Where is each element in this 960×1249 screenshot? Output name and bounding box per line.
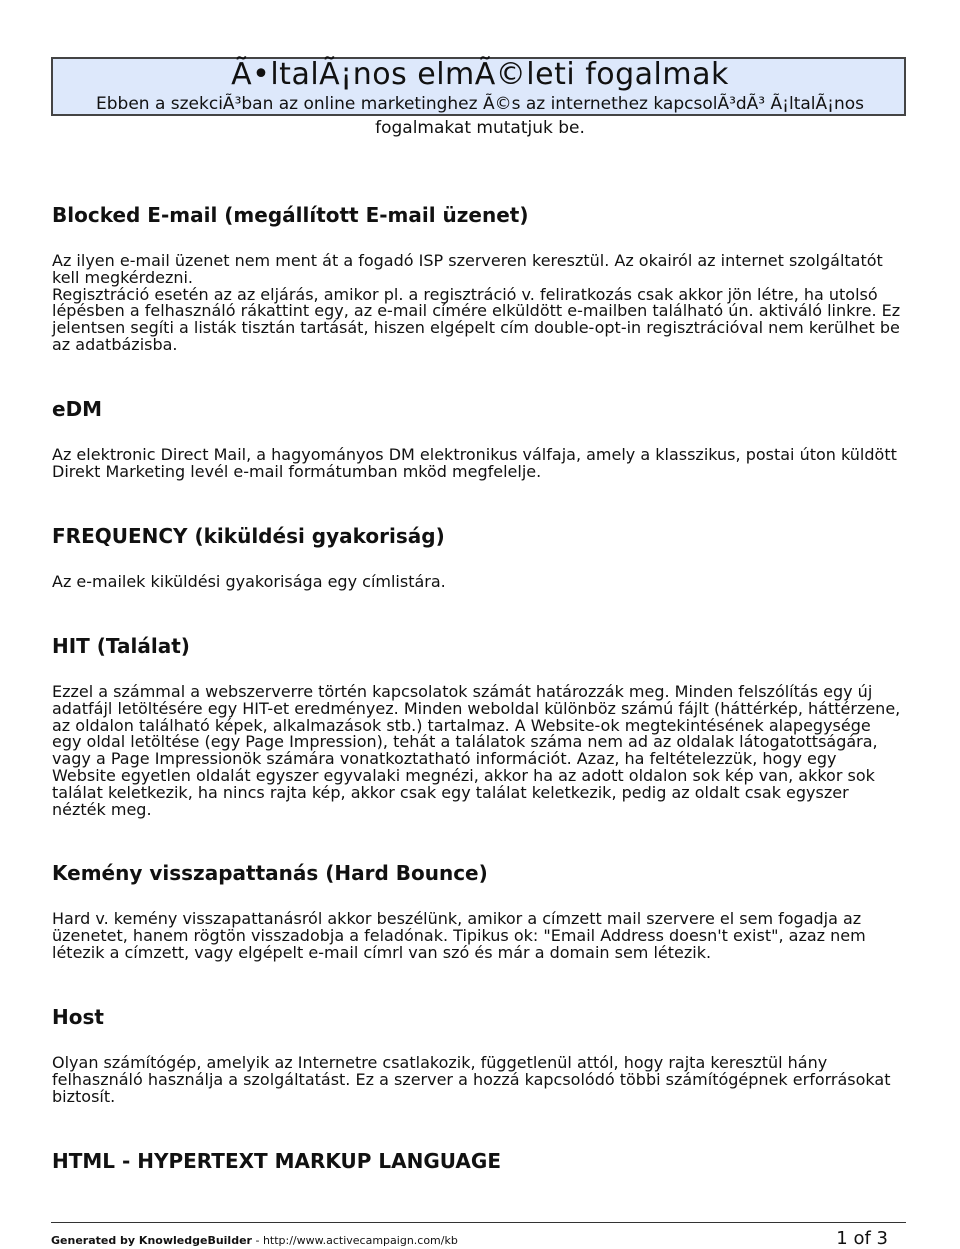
entry-host (52, 1005, 902, 1105)
page-number: 1 of 3 (836, 1228, 888, 1249)
entry-blocked-email (52, 203, 902, 354)
entry-hit (52, 634, 902, 818)
footer-generator-label: Generated by KnowledgeBuilder (51, 1234, 252, 1247)
entry-paragraph: Az e-mailek kiküldési gyakorisága egy címlistára. (52, 572, 446, 591)
page-subtitle: Ebben a szekciÃ³ban az online marketinghez Ã©s az internethez kapcsolÃ³dÃ³ Ã¡ltalÃ¡nos fogalmakat mutatjuk be. (96, 94, 864, 138)
footer-separator: - (251, 1234, 263, 1247)
footer-rule (51, 1222, 906, 1223)
footer-url-link[interactable]: http://www.activecampaign.com/kb (262, 1234, 458, 1247)
entry-paragraph: Olyan számítógép, amelyik az Internetre csatlakozik, függetlenül attól, hogy rajta keresztül hány felhasználó használja a szolgáltatást. Ez a szerver a hozzá kapcsolódó többi számítógépnek erforrásokat biztosít. (52, 1053, 891, 1106)
entry-heading: HIT (Találat) (52, 634, 190, 658)
footer-generated-by (51, 1234, 458, 1248)
entry-heading: HTML - HYPERTEXT MARKUP LANGUAGE (52, 1149, 501, 1173)
entry-paragraph: Az ilyen e-mail üzenet nem ment át a fogadó ISP szerveren keresztül. Az okairól az internet szolgáltatót kell megkérdezni. (52, 251, 883, 287)
entry-paragraph: Hard v. kemény visszapattanásról akkor beszélünk, amikor a címzett mail szervere el sem fogadja az üzenetet, hanem rögtön visszadobja a feladónak. Tipikus ok: "Email Address doesn't exist", azaz nem létezik a címzett, vagy elgépelt e-mail címrl van szó és már a domain sem létezik. (52, 909, 866, 962)
entry-frequency (52, 524, 902, 591)
entry-paragraph: Regisztráció esetén az az eljárás, amikor pl. a regisztráció v. feliratkozás csak akkor jön létre, ha utolsó lépésben a felhasználó rákattint egy, az e-mail címére elküldött e-mailben található ún. aktiváló linkre. Ez jelentsen segíti a listák tisztán tartását, hiszen elgépelt cím double-opt-in regisztrációval nem kerülhet be az adatbázisba. (52, 284, 901, 354)
page-title: Ã•ltalÃ¡nos elmÃ©leti fogalmak (231, 57, 729, 92)
entry-html (52, 1149, 902, 1173)
entry-paragraph: Ezzel a számmal a webszerverre történ kapcsolatok számát határozzák meg. Minden felszólítás egy új adatfájl letöltésére egy HIT-et eredményez. Minden weboldal különböz számú fájlt (háttérkép, háttérzene, az oldalon található képek, alkalmazások stb.) tartalmaz. A Website-ok megtekintésének alapegysége egy oldal letöltése (egy Page Impression), tehát a találatok száma nem ad az oldalak látogatottságára, vagy a Page Impressionök számára vonatkoztatható információt. Azaz, ha feltételezzük, hogy egy Website egyetlen oldalát egyszer egyvalaki megnézi, akkor ha az adott oldalon sok kép van, akkor sok találat keletkezik, ha nincs rajta kép, akkor csak egy találat keletkezik, pedig az oldalt csak egyszer nézték meg. (52, 682, 901, 819)
entry-heading: FREQUENCY (kiküldési gyakoriság) (52, 524, 445, 548)
entry-heading: Blocked E-mail (megállított E-mail üzenet) (52, 203, 529, 227)
entry-heading: eDM (52, 397, 103, 421)
entry-heading: Host (52, 1005, 104, 1029)
entry-heading: Kemény visszapattanás (Hard Bounce) (52, 861, 488, 885)
entry-edm (52, 397, 902, 481)
entry-paragraph: Az elektronic Direct Mail, a hagyományos DM elektronikus válfaja, amely a klasszikus, postai úton küldött Direkt Marketing levél e-mail formátumban mköd megfelelje. (52, 445, 897, 481)
entry-hard-bounce (52, 861, 902, 961)
